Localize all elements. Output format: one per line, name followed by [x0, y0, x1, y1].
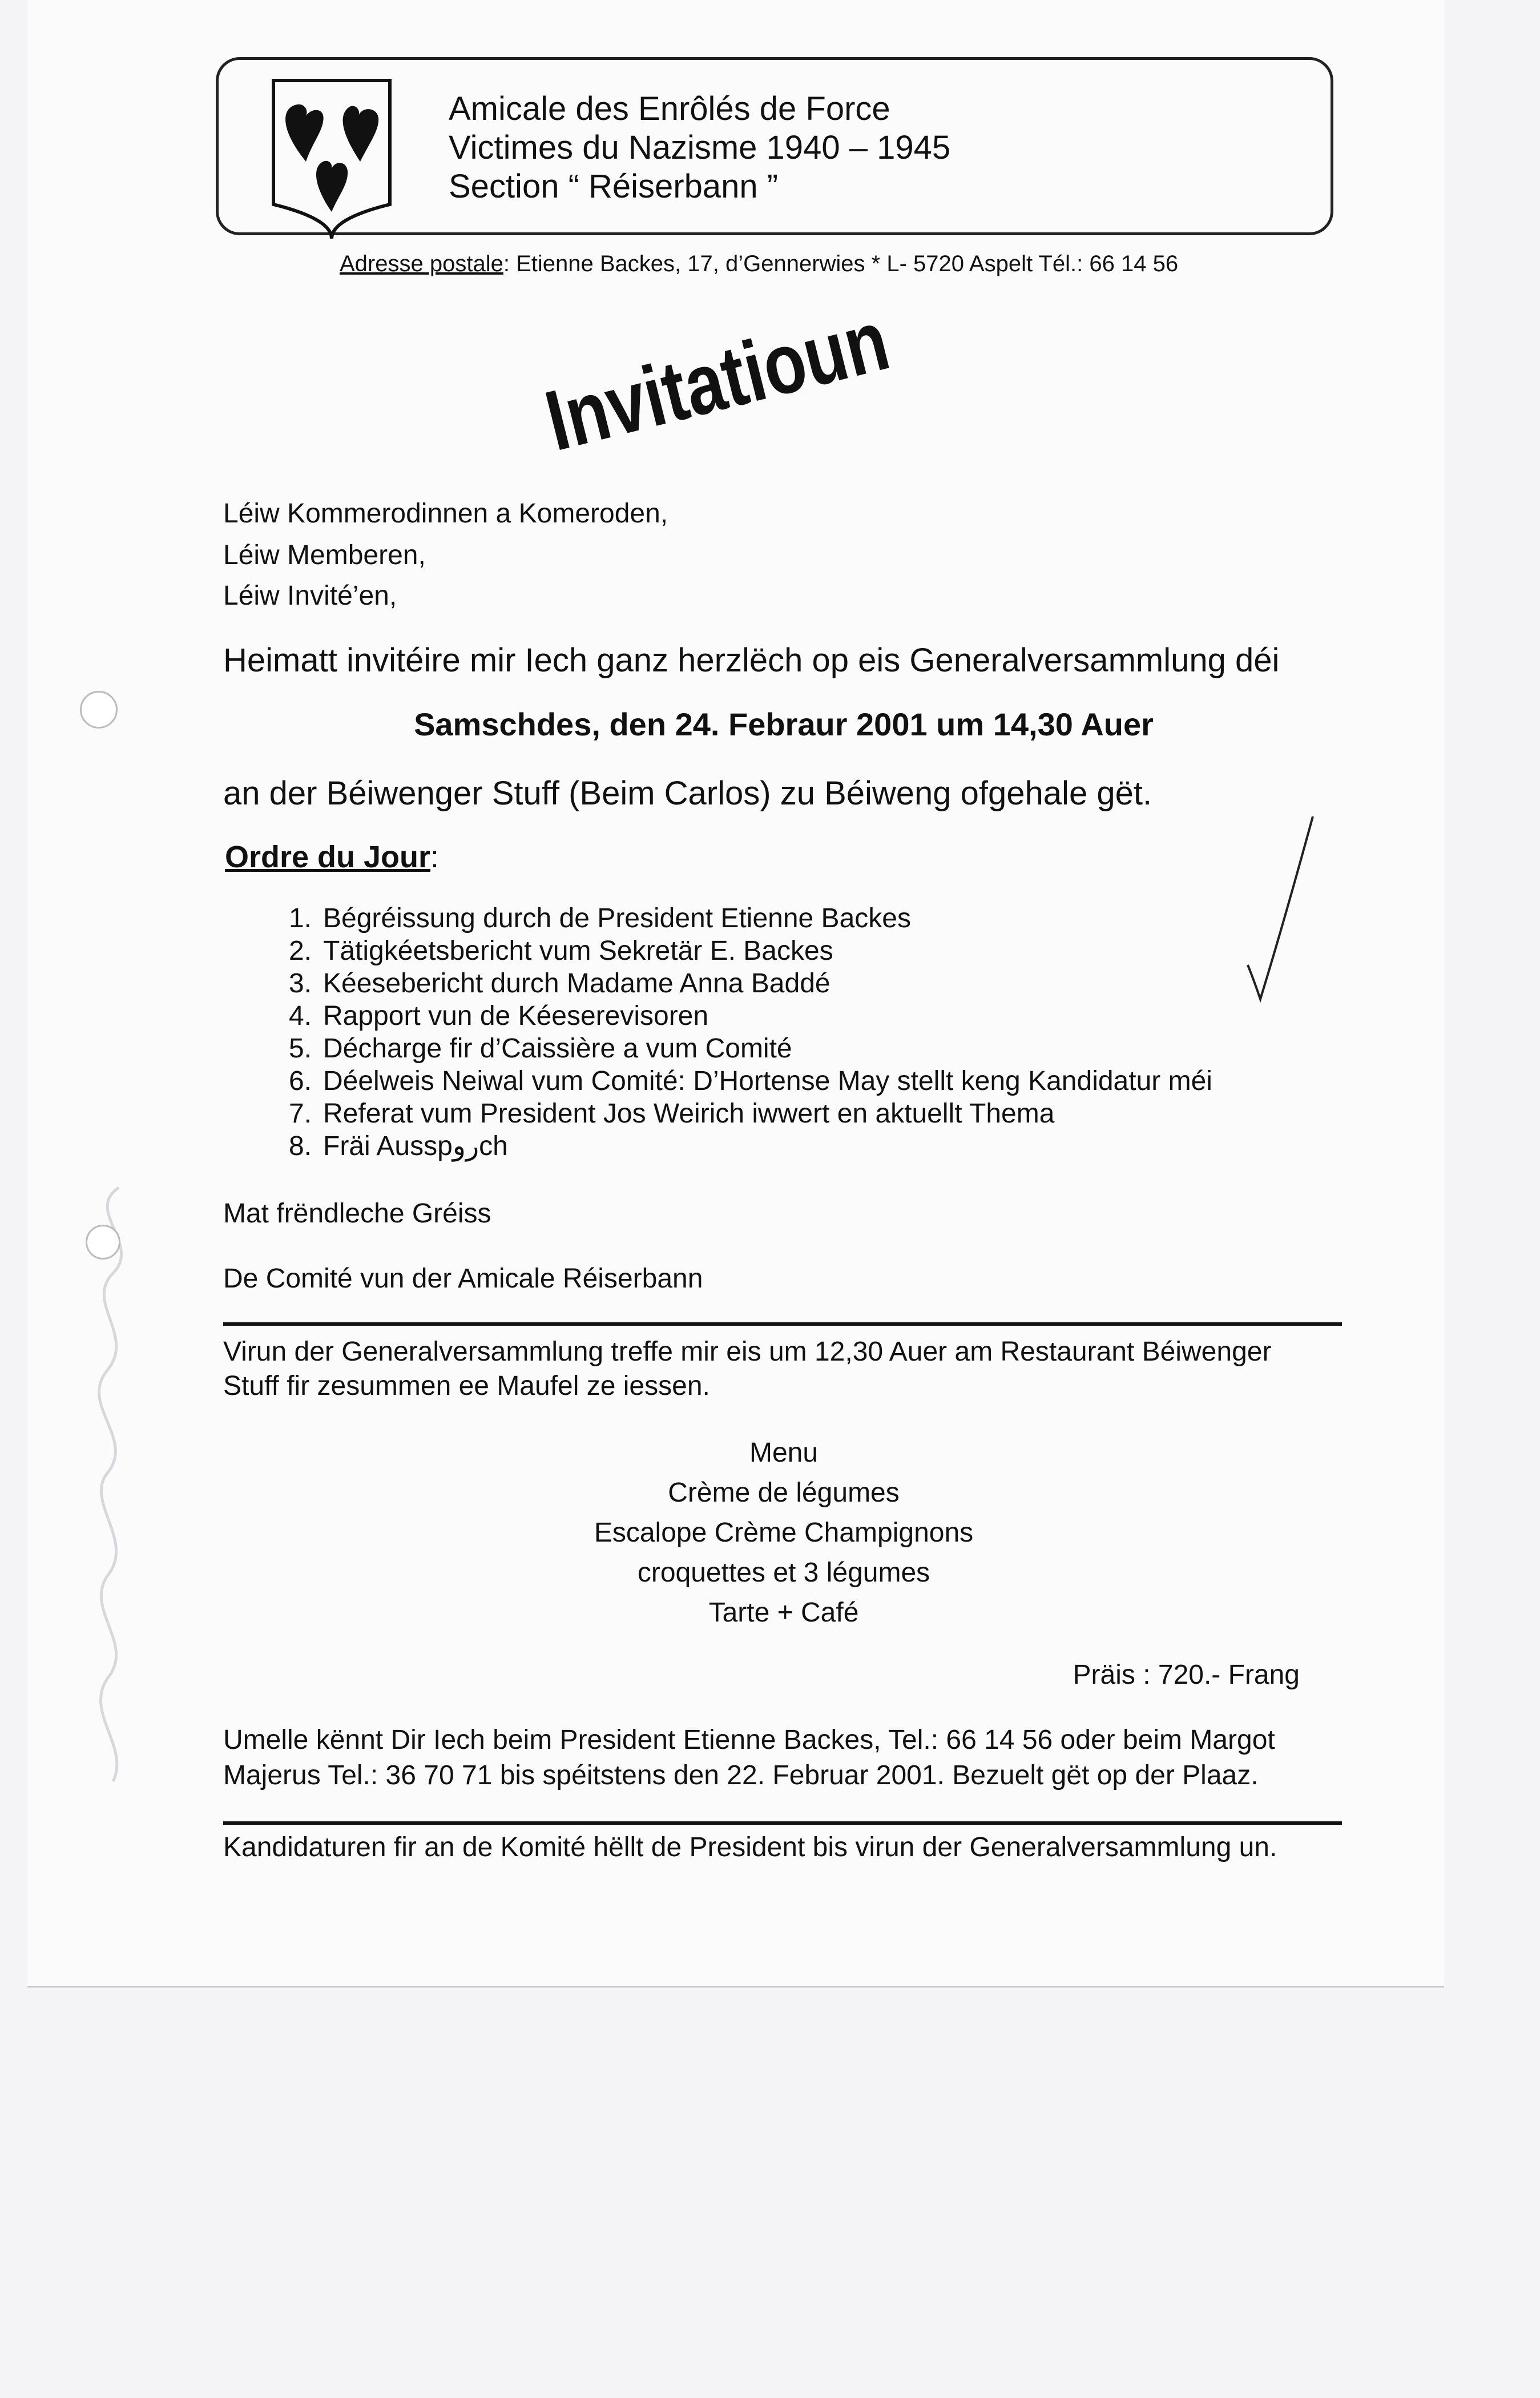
- invitation-title: [537, 271, 980, 469]
- agenda-text: Kéesebericht durch Madame Anna Baddé: [323, 968, 831, 999]
- header-box: [216, 57, 1333, 235]
- agenda-item: [267, 1032, 1212, 1065]
- agenda-number: 1.: [288, 903, 312, 934]
- candidatures-note: Kandidaturen fir an de Komité hëllt de President bis virun der Generalversammlung un.: [223, 1832, 1277, 1862]
- title-text: Invitatioun: [537, 271, 980, 469]
- handwritten-checkmark: [1243, 811, 1317, 1005]
- menu-item: Escalope Crème Champignons: [594, 1518, 974, 1548]
- agenda-number: 4.: [288, 1001, 312, 1031]
- agenda-item: [267, 935, 1212, 967]
- agenda-item: [267, 1097, 1212, 1130]
- agenda-item: [267, 967, 1212, 1000]
- agenda-number: 3.: [288, 968, 312, 999]
- agenda-text: Fräi Ausspروch: [323, 1131, 508, 1161]
- organization-name: [449, 90, 950, 206]
- agenda-heading: [225, 839, 439, 875]
- agenda-text: Bégréissung durch de President Etienne Backes: [323, 903, 911, 934]
- agenda-text: Déelweis Neiwal vum Comité: D’Hortense May stellt keng Kandidatur méi: [323, 1066, 1212, 1096]
- agenda-number: 8.: [288, 1131, 312, 1161]
- registration-1: Umelle kënnt Dir Iech beim President Etienne Backes, Tel.: 66 14 56 oder beim Margot: [223, 1725, 1275, 1755]
- agenda-item: [267, 902, 1212, 935]
- meal-note-1: Virun der Generalversammlung treffe mir eis um 12,30 Auer am Restaurant Béiwenger: [223, 1337, 1272, 1367]
- divider-2: [223, 1821, 1342, 1825]
- agenda-text: Referat vum President Jos Weirich iwwert en aktuellt Thema: [323, 1099, 1055, 1129]
- meeting-date: Samschdes, den 24. Febraur 2001 um 14,30 Auer: [414, 706, 1154, 742]
- agenda-number: 2.: [288, 936, 312, 966]
- agenda-text: Rapport vun de Kéeserevisoren: [323, 1001, 709, 1031]
- punch-hole: [86, 1225, 120, 1260]
- address-text: : Etienne Backes, 17, d’Gennerwies * L- 5720 Aspelt Tél.: 66 14 56: [503, 251, 1179, 276]
- menu-heading: Menu: [749, 1438, 819, 1468]
- coat-of-arms-logo: [269, 76, 394, 242]
- agenda-number: 7.: [288, 1099, 312, 1129]
- agenda-number: 6.: [288, 1066, 312, 1096]
- org-line-3: Section “ Réiserbann ”: [449, 168, 779, 205]
- agenda-item: [267, 1130, 1212, 1162]
- closing-greeting: Mat frëndleche Gréiss: [223, 1198, 491, 1229]
- menu-item: Tarte + Café: [708, 1598, 859, 1628]
- address-label: Adresse postale: [340, 251, 503, 276]
- agenda-text: Décharge fir d’Caissière a vum Comité: [323, 1033, 792, 1064]
- faint-pencil-scribble: [50, 1176, 164, 1793]
- menu: [495, 1433, 1072, 1633]
- agenda-heading-colon: :: [430, 840, 440, 874]
- agenda-item: [267, 1000, 1212, 1032]
- punch-hole: [80, 691, 118, 729]
- postal-address: [340, 251, 1178, 277]
- meeting-location: an der Béiwenger Stuff (Beim Carlos) zu Béiweng ofgehale gët.: [223, 775, 1152, 812]
- divider-1: [223, 1322, 1342, 1326]
- menu-item: Crème de légumes: [668, 1478, 900, 1508]
- agenda-item: [267, 1065, 1212, 1097]
- salutation-3: Léiw Invité’en,: [223, 581, 397, 611]
- agenda-heading-label: Ordre du Jour: [225, 840, 431, 874]
- agenda-list: [267, 902, 1212, 1162]
- org-line-2: Victimes du Nazisme 1940 – 1945: [449, 129, 951, 166]
- salutation-1: Léiw Kommerodinnen a Komeroden,: [223, 498, 668, 529]
- menu-item: croquettes et 3 légumes: [637, 1558, 930, 1588]
- meal-note-2: Stuff fir zesummen ee Maufel ze iessen.: [223, 1371, 710, 1401]
- signature-line: De Comité vun der Amicale Réiserbann: [223, 1264, 703, 1294]
- org-line-1: Amicale des Enrôlés de Force: [449, 90, 890, 127]
- agenda-number: 5.: [288, 1033, 312, 1064]
- document-sheet: [27, 0, 1444, 1987]
- intro-line: Heimatt invitéire mir Iech ganz herzlëch op eis Generalversammlung déi: [223, 642, 1280, 679]
- price: Präis : 720.- Frang: [1073, 1660, 1300, 1690]
- salutation-2: Léiw Memberen,: [223, 540, 426, 570]
- agenda-text: Tätigkéetsbericht vum Sekretär E. Backes: [323, 936, 833, 966]
- registration-2: Majerus Tel.: 36 70 71 bis spéitstens den 22. Februar 2001. Bezuelt gët op der Plaaz.: [223, 1760, 1259, 1791]
